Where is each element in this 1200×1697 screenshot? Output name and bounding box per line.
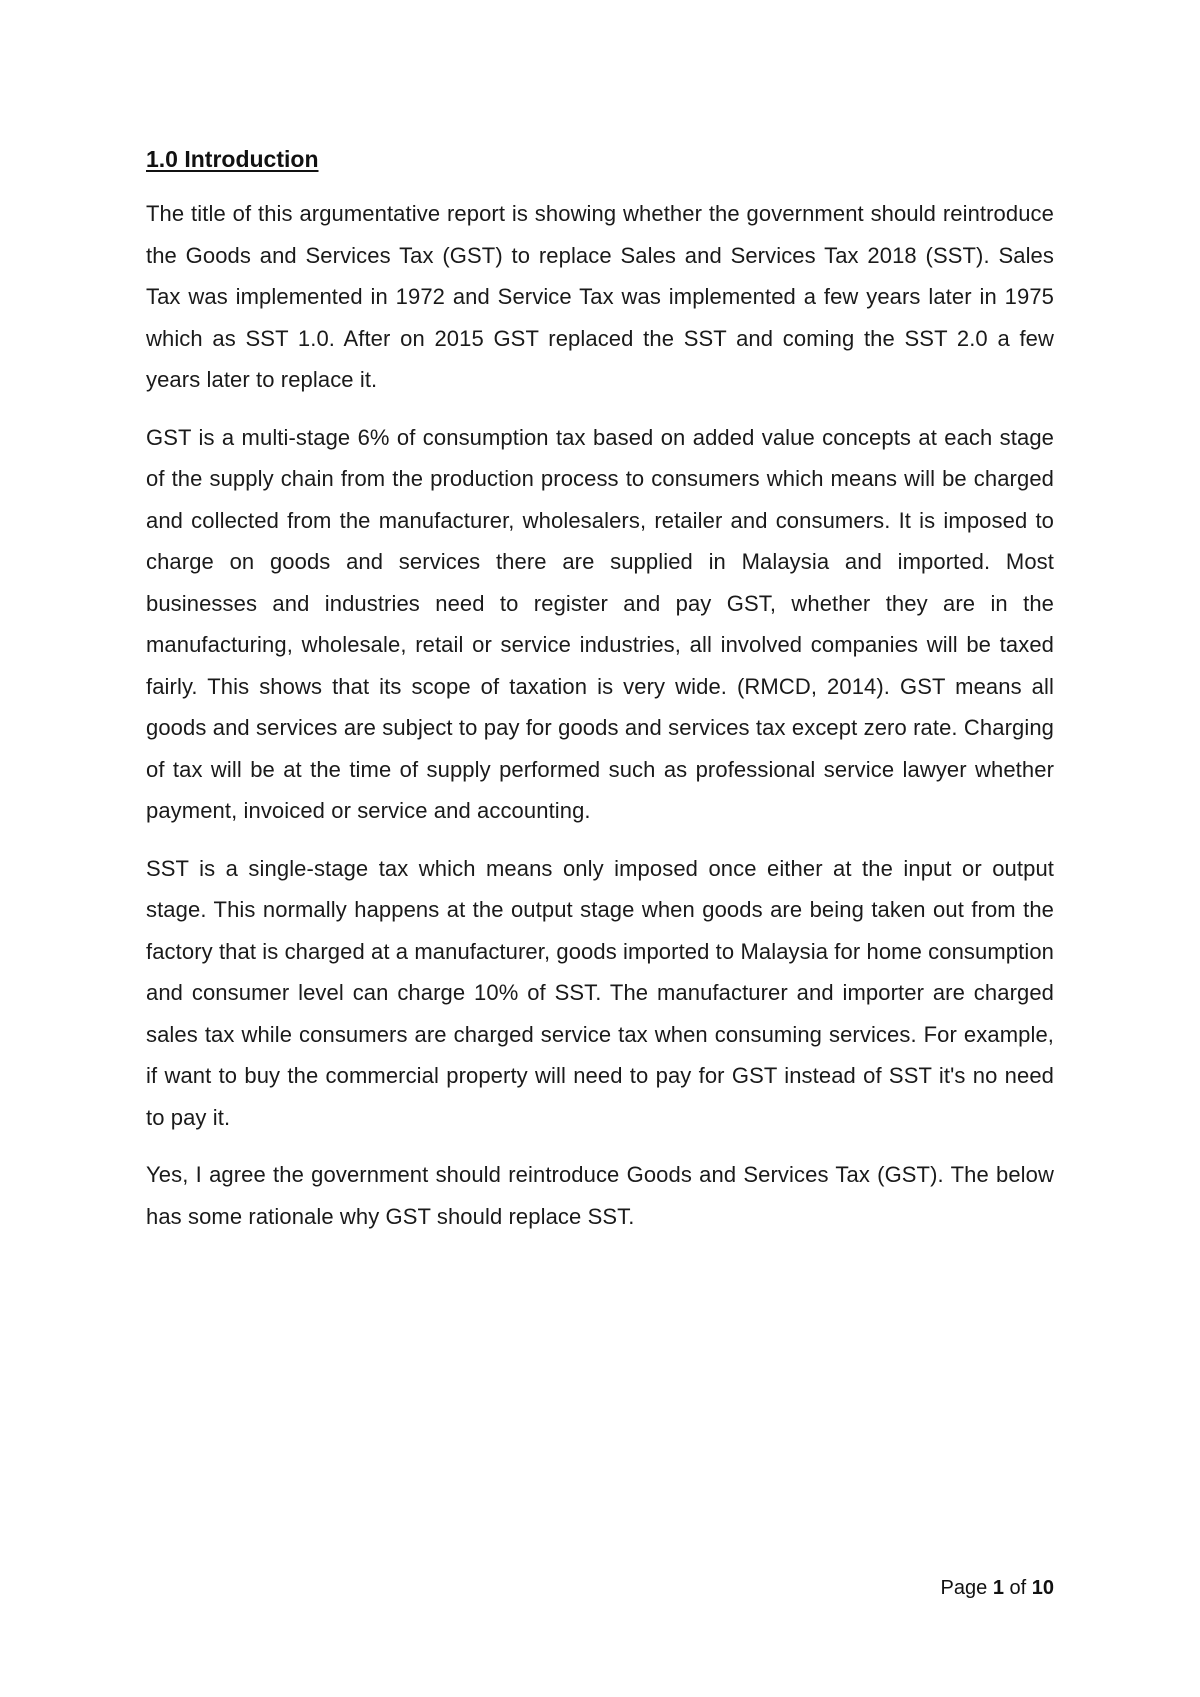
page-word: Page <box>940 1577 988 1599</box>
page-content <box>146 143 1054 1253</box>
paragraph-1: The title of this argumentative report is showing whether the government should reintroduce the Goods and Services Tax (GST) to replace Sales and Services Tax 2018 (SST). Sales Tax was implemented in 1972 and Service Tax was implemented a few years later in 1975 which as SST 1.0. After on 2015 GST replaced the SST and coming the SST 2.0 a few years later to replace it. <box>146 201 1054 392</box>
paragraph-3: SST is a single-stage tax which means only imposed once either at the input or output stage. This normally happens at the output stage when goods are being taken out from the factory that is charged at a manufacturer, goods imported to Malaysia for home consumption and consumer level can charge 10% of SST. The manufacturer and importer are charged sales tax while consumers are charged service tax when consuming services. For example, if want to buy the commercial property will need to pay for GST instead of SST it's no need to pay it. <box>146 855 1054 1130</box>
page-current: 1 <box>992 1577 1004 1599</box>
section-heading: 1.0 Introduction <box>146 146 319 172</box>
page-number-footer <box>941 1574 1054 1602</box>
of-word: of <box>1009 1577 1027 1599</box>
paragraph-2: GST is a multi-stage 6% of consumption tax based on added value concepts at each stage of the supply chain from the production process to consumers which means will be charged and collected from the manufacturer, wholesalers, retailer and consumers. It is imposed to charge on goods and services there are supplied in Malaysia and imported. Most businesses and industries need to register and pay GST, whether they are in the manufacturing, wholesale, retail or service industries, all involved companies will be taxed fairly. This shows that its scope of taxation is very wide. (RMCD, 2014). GST means all goods and services are subject to pay for goods and services tax except zero rate. Charging of tax will be at the time of supply performed such as professional service lawyer whether payment, invoiced or service and accounting. <box>146 424 1054 823</box>
page-total: 10 <box>1031 1577 1054 1599</box>
paragraph-4: Yes, I agree the government should reintroduce Goods and Services Tax (GST). The below has some rationale why GST should replace SST. <box>146 1162 1054 1229</box>
